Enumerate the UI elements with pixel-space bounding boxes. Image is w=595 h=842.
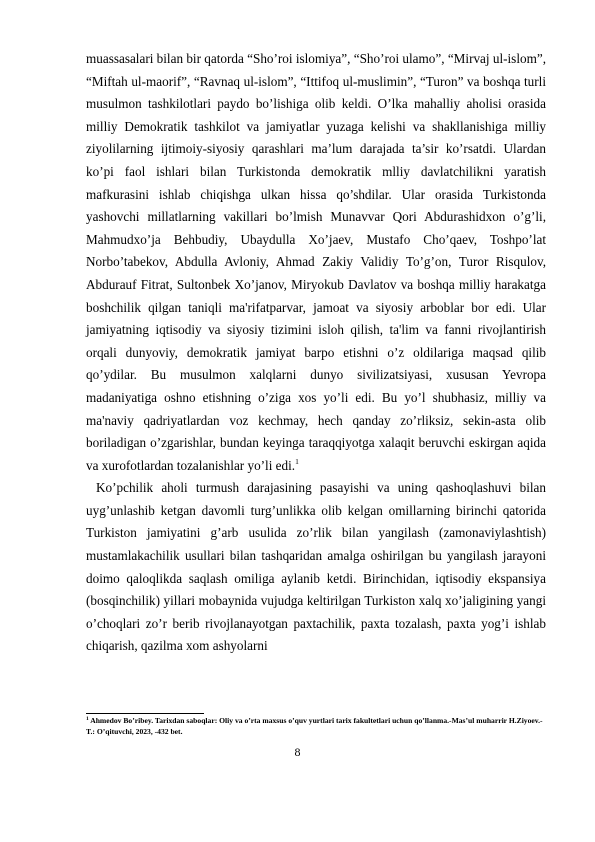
paragraph-2: Ko’pchilik aholi turmush darajasining pasayishi va uning qashoqlashuvi bilan uyg’unlashib ketgan davomli turg’unlikka olib kelgan omillarning birinchi qatorida Turkiston jamiyatini g’arb usulida zo’rlik bilan yangilash (zamonaviylashtish) mustamlakachilik usullari bilan tashqaridan amalga oshirilgan bu yangilash jarayoni doimo qaloqlikda saqlash omiliga aylanib ketdi. Birinchidan, iqtisodiy ekspansiya (bosqinchilik) yillari mobaynida vujudga keltirilgan Turkiston xalq xo’jaligining yangi o’choqlari zo’r berib rivojlanayotgan paxtachilik, paxta tozalash, paxta yog’i ishlab chiqarish, qazilma xom ashyolarni xyxy=(86,480,546,654)
body-text xyxy=(86,48,546,658)
footnote-reference[interactable]: 1 xyxy=(295,456,299,466)
page-number: 8 xyxy=(294,745,301,759)
footnote-separator xyxy=(86,713,204,714)
footnote-text: Ahmedov Bo’ribey. Tarixdan saboqlar: Oliy va o’rta maxsus o’quv yurtlari tarix fakultetlari uchun qo’llanma.-Mas’ul muharrir H.Ziyoev.-T.: O’qituvchi, 2023, -432 bet. xyxy=(86,716,543,736)
paragraph-1 xyxy=(86,48,546,477)
footnote-marker: 1 xyxy=(86,716,89,722)
paragraph-1-text: muassasalari bilan bir qatorda “Sho’roi islomiya”, “Sho’roi ulamo”, “Mirvaj ul-islom”, “Miftah ul-maorif”, “Ravnaq ul-islom”, “Ittifoq ul-muslimin”, “Turon” va boshqa turli musulmon tashkilotlari paydo bo’lishiga olib keldi. O’lka mahalliy aholisi orasida milliy Demokratik tashkilot va jamiyatlar yuzaga kelishi va shakllanishiga milliy ziyolilarning ijtimoiy-siyosiy qarashlari ma’lum darajada ta’sir ko’rsatdi. Ulardan ko’pi faol ishlari bilan Turkistonda demokratik mlliy davlatchilikni yaratish mafkurasini ishlab chiqishga ulkan hissa qo’shdilar. Ular orasida Turkistonda yashovchi millatlarning vakillari bo’lmish Munavvar Qori Abdurashidxon o’g’li, Mahmudxo’ja Behbudiy, Ubaydulla Xo’jaev, Mustafo Cho’qaev, Toshpo’lat Norbo’tabekov, Abdulla Avloniy, Ahmad Zakiy Validiy To’g’on, Turor Risqulov, Abdurauf Fitrat, Sultonbek Xo’janov, Miryokub Davlatov va boshqa milliy harakatga boshchilik qilgan taniqli ma'rifatparvar, jamoat va siyosiy arboblar bor edi. Ular jamiyatning iqtisodiy va siyosiy tizimini isloh qilish, ta'lim va fanni rivojlantirish orqali dunyoviy, demokratik jamiyat barpo etishni o’z oldilariga maqsad qilib qo’ydilar. Bu musulmon xalqlarni dunyo sivilizatsiyasi, xususan Yevropa madaniyatiga oshno etishning o’ziga xos yo’li edi. Bu yo’l shubhasiz, milliy va ma'naviy qadriyatlardan voz kechmay, hech qanday zo’rliksiz, sekin-asta olib boriladigan o’zgarishlar, bundan keyinga taraqqiyotga xalaqit beruvchi eskirgan aqida va xurofotlardan tozalanishlar yo’li edi. xyxy=(86,51,546,473)
footnote xyxy=(86,716,546,737)
